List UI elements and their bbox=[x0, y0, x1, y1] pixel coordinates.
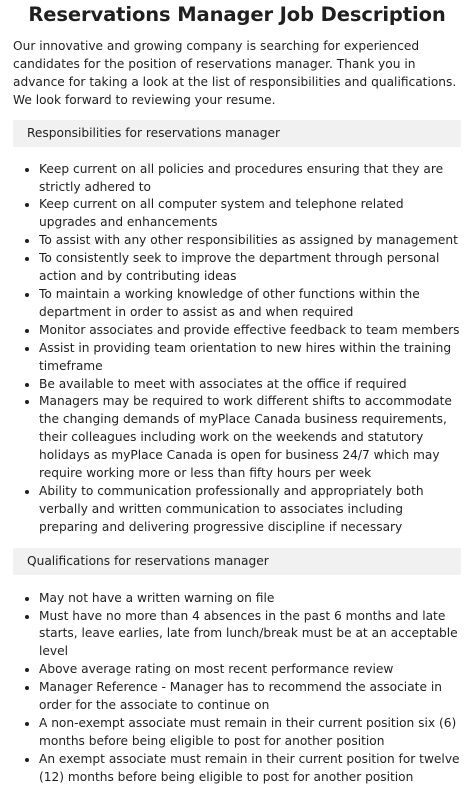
list-item: • Manager Reference - Manager has to recommend the associate in order for the associate to continue on bbox=[39, 679, 461, 715]
list-item: • Keep current on all policies and procedures ensuring that they are strictly adhered to bbox=[39, 161, 461, 197]
list-item: • Keep current on all computer system and telephone related upgrades and enhancements bbox=[39, 196, 461, 232]
responsibilities-heading: Responsibilities for reservations manager bbox=[13, 120, 461, 147]
responsibilities-list bbox=[13, 161, 461, 537]
list-item: • Assist in providing team orientation to new hires within the training timeframe bbox=[39, 340, 461, 376]
list-item: • A non-exempt associate must remain in their current position six (6) months before being eligible to post for another position bbox=[39, 715, 461, 751]
qualifications-list bbox=[13, 590, 461, 787]
list-item: • An exempt associate must remain in their current position for twelve (12) months before being eligible to post for another position bbox=[39, 751, 461, 787]
list-item: • May not have a written warning on file bbox=[39, 590, 461, 608]
list-item: • Managers may be required to work different shifts to accommodate the changing demands of myPlace Canada business requirements, their colleagues including work on the weekends and statutory holidays as myPlace Canada is open for business 24/7 which may require working more or less than fifty hours per week bbox=[39, 393, 461, 483]
list-item: • Ability to communication professionally and appropriately both verbally and written communication to associates including preparing and delivering progressive discipline if necessary bbox=[39, 483, 461, 537]
page-title: Reservations Manager Job Description bbox=[28, 3, 446, 26]
list-item: • Be available to meet with associates at the office if required bbox=[39, 376, 461, 394]
qualifications-heading: Qualifications for reservations manager bbox=[13, 548, 461, 575]
intro-paragraph: Our innovative and growing company is searching for experienced candidates for the position of reservations manager. Thank you in advance for taking a look at the list of responsibilities and qualifications. We look forward to reviewing your resume. bbox=[13, 39, 457, 107]
list-item: • To assist with any other responsibilities as assigned by management bbox=[39, 232, 461, 250]
list-item: • Above average rating on most recent performance review bbox=[39, 661, 461, 679]
list-item: • To consistently seek to improve the department through personal action and by contributing ideas bbox=[39, 250, 461, 286]
list-item: • To maintain a working knowledge of other functions within the department in order to assist as and when required bbox=[39, 286, 461, 322]
list-item: • Must have no more than 4 absences in the past 6 months and late starts, leave earlies, late from lunch/break must be at an acceptable level bbox=[39, 608, 461, 662]
list-item: • Monitor associates and provide effective feedback to team members bbox=[39, 322, 461, 340]
